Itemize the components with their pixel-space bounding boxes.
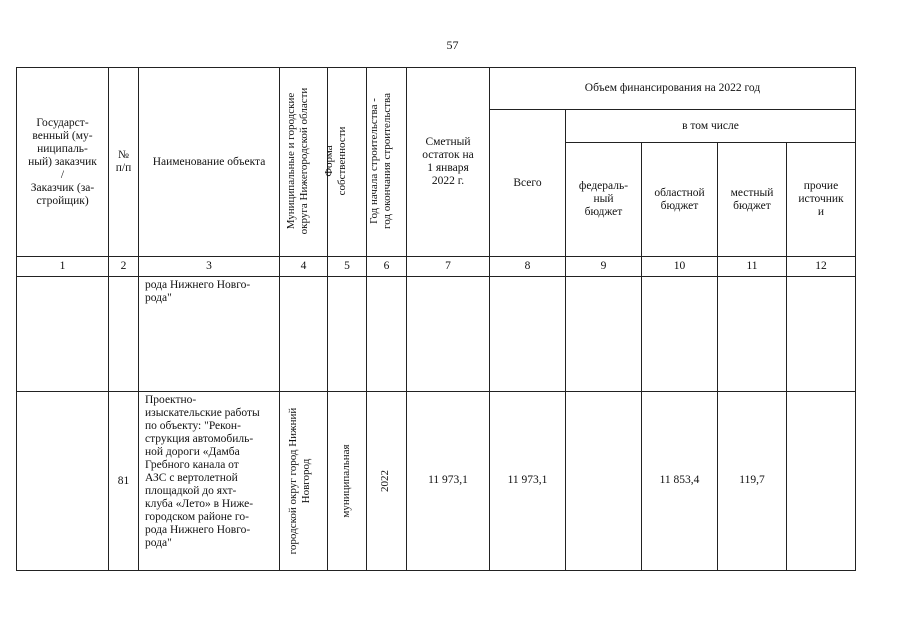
row-81-estimated-balance: 11 973,1 bbox=[428, 474, 468, 486]
colnum-9: 9 bbox=[600, 260, 607, 272]
header-customer: Государст- венный (му- ниципаль- ный) заказчик / Заказчик (за- стройщик) bbox=[28, 116, 97, 207]
header-federal: федераль- ный бюджет bbox=[578, 180, 629, 218]
row-81-ownership: муниципальная bbox=[340, 444, 352, 518]
colnum-5: 5 bbox=[344, 260, 350, 272]
row-divider bbox=[16, 391, 855, 392]
row-continuation-name: рода Нижнего Новго- рода" bbox=[145, 279, 251, 304]
header-object-name: Наименование объекта bbox=[152, 155, 266, 168]
header-municipality: Муниципальные и городские округа Нижегородской области bbox=[285, 87, 310, 235]
colnum-12: 12 bbox=[815, 260, 827, 272]
colnum-8: 8 bbox=[524, 260, 531, 272]
row-81-number: 81 bbox=[117, 474, 130, 487]
colnum-10: 10 bbox=[673, 260, 686, 272]
row-81-name: Проектно- изыскательские работы по объекту: "Рекон- струкция автомобиль- ной дороги «Дамба Гребного канала от АЗС с вертолетной площадкой до яхт- клуба «Лето» в Ниже- городском районе го- рода Нижнего Новго- рода" bbox=[145, 394, 260, 549]
header-regional: областной бюджет bbox=[654, 186, 705, 212]
colnum-2: 2 bbox=[120, 260, 127, 272]
colnum-6: 6 bbox=[383, 260, 390, 272]
page-number: 57 bbox=[446, 38, 459, 52]
header-total: Всего bbox=[513, 176, 542, 189]
header-estimated-balance: Сметный остаток на 1 января 2022 г. bbox=[422, 136, 474, 187]
header-including: в том числе bbox=[682, 119, 739, 132]
table-border-bottom bbox=[16, 570, 855, 571]
row-81-local: 119,7 bbox=[739, 474, 765, 486]
colnum-1: 1 bbox=[59, 260, 66, 272]
row-81-municipality: городской округ город Нижний Новгород bbox=[287, 407, 312, 555]
header-financing: Объем финансирования на 2022 год bbox=[584, 82, 761, 94]
colnum-4: 4 bbox=[300, 260, 307, 272]
colnum-bottom bbox=[16, 276, 855, 277]
col-border-12 bbox=[855, 67, 856, 571]
header-ownership: Форма собственности bbox=[323, 126, 348, 196]
colnum-3: 3 bbox=[206, 260, 212, 272]
row-81-years: 2022 bbox=[379, 470, 391, 492]
row-81-regional: 11 853,4 bbox=[659, 474, 700, 486]
row-81-total: 11 973,1 bbox=[507, 474, 548, 486]
colnum-11: 11 bbox=[746, 260, 758, 272]
header-other: прочие источник и bbox=[798, 180, 844, 218]
header-number: № п/п bbox=[115, 149, 132, 174]
col-border-5 bbox=[366, 67, 367, 571]
header-years: Год начала строительства - год окончания строительства bbox=[368, 93, 393, 229]
colnum-7: 7 bbox=[445, 260, 451, 272]
col-border-3 bbox=[279, 67, 280, 571]
header-local: местный бюджет bbox=[730, 186, 774, 212]
